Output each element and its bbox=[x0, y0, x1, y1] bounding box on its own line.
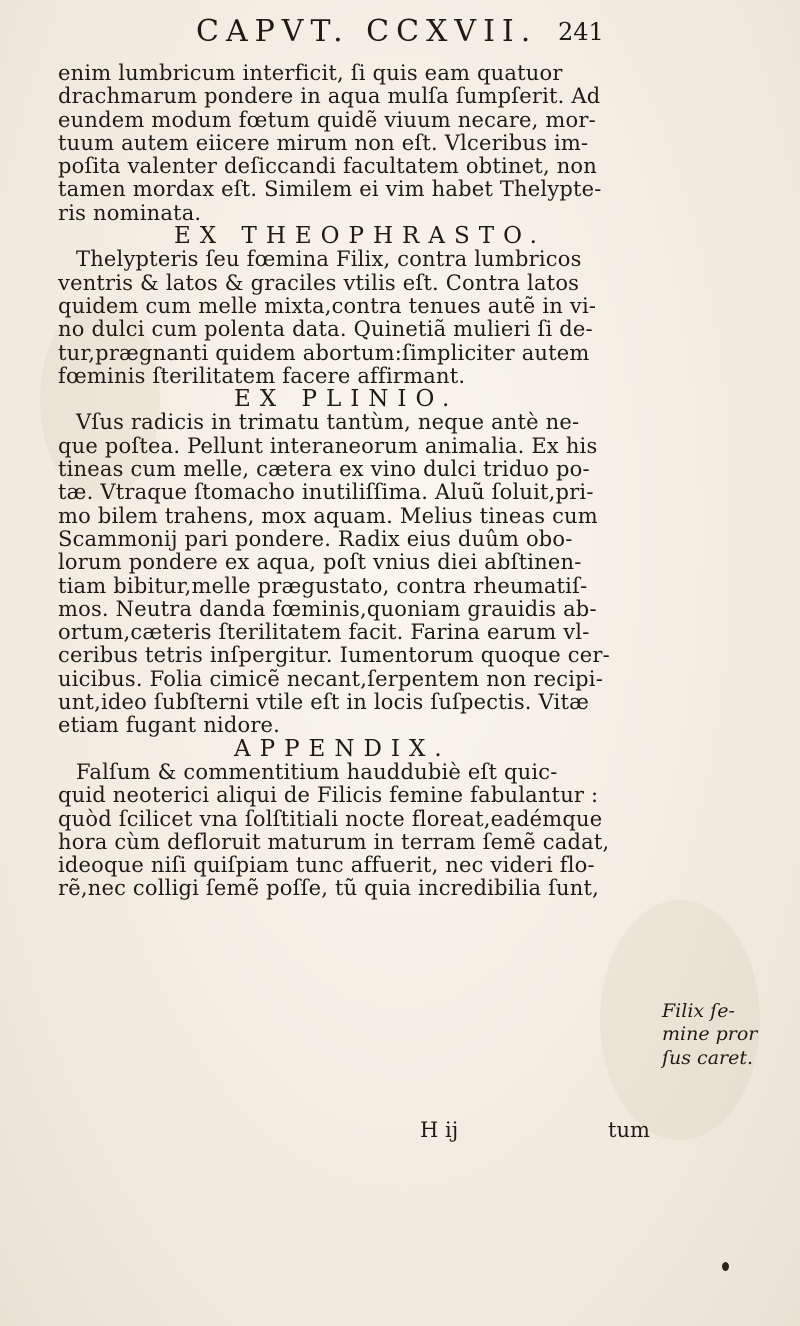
text-line: unt,ideo ſubſterni vtile eſt in locis ſuſpectis. Vitæ bbox=[58, 690, 590, 715]
text-line: tur,prægnanti quidem abortum:ſimpliciter autem bbox=[58, 340, 590, 365]
text-line: tineas cum melle, cætera ex vino dulci triduo po- bbox=[58, 457, 590, 482]
text-line: quid neoterici aliqui de Filicis femine fabulantur : bbox=[58, 783, 599, 808]
opening-paragraph bbox=[58, 62, 658, 225]
text-line: que poſtea. Pellunt interaneorum animalia. Ex his bbox=[58, 433, 598, 458]
text-line: mos. Neutra danda fœminis,quoniam grauidis ab- bbox=[58, 596, 597, 621]
text-line: hora cùm defloruit maturum in terram ſemẽ cadat, bbox=[58, 829, 610, 854]
ink-blot bbox=[722, 1262, 729, 1271]
page-number: 241 bbox=[558, 18, 604, 46]
marginal-note bbox=[662, 1000, 792, 1070]
text-line: ris nominata. bbox=[58, 200, 202, 225]
appendix-paragraph bbox=[58, 761, 658, 901]
text-line: tamen mordax eſt. Similem ei vim habet Thelypte- bbox=[58, 177, 602, 202]
catchword: tum bbox=[608, 1118, 650, 1142]
text-line: tiam bibitur,melle prægustato, contra rheumatiſ- bbox=[58, 573, 588, 598]
text-line: quidem cum melle mixta,contra tenues autẽ in vi- bbox=[58, 293, 597, 318]
text-line: lorum pondere ex aqua, poſt vnius diei abſtinen- bbox=[58, 550, 582, 575]
text-line: etiam fugant nidore. bbox=[58, 713, 281, 738]
text-line: tæ. Vtraque ſtomacho inutiliſſima. Aluũ ſoluit,pri- bbox=[58, 480, 594, 505]
text-line: eundem modum fœtum quidẽ viuum necare, mor- bbox=[58, 107, 596, 132]
signature-mark: H ij bbox=[420, 1118, 459, 1142]
text-line: poſita valenter deſiccandi facultatem obtinet, non bbox=[58, 154, 597, 179]
theophrastus-paragraph bbox=[58, 248, 658, 388]
margin-note-line: Filix ſe- bbox=[662, 1000, 735, 1022]
margin-note-line: mine pror bbox=[662, 1023, 758, 1046]
running-head bbox=[0, 14, 800, 54]
section-heading-pliny: EX PLINIO. bbox=[234, 386, 459, 413]
text-line: Thelypteris ſeu fœmina Filix, contra lumbricos bbox=[76, 247, 582, 272]
text-line: mo bilem trahens, mox aquam. Melius tineas cum bbox=[58, 503, 598, 528]
text-line: rẽ,nec colligi ſemẽ poſſe, tũ quia incredibilia ſunt, bbox=[58, 876, 600, 901]
text-line: Scammonij pari pondere. Radix eius duûm obo- bbox=[58, 526, 573, 551]
text-line: ceribus tetris inſpergitur. Iumentorum quoque cer- bbox=[58, 643, 610, 668]
text-line: ideoque niſi quiſpiam tunc affuerit, nec videri flo- bbox=[58, 853, 595, 878]
text-line: enim lumbricum interficit, ſi quis eam quatuor bbox=[58, 61, 563, 85]
main-text bbox=[58, 62, 658, 901]
pliny-paragraph bbox=[58, 411, 658, 737]
text-line: drachmarum pondere in aqua mulſa ſumpſerit. Ad bbox=[58, 84, 601, 109]
chapter-heading: CAPVT. CCXVII. bbox=[196, 14, 538, 49]
text-line: quòd ſcilicet vna ſolſtitiali nocte floreat,eadémque bbox=[58, 806, 603, 831]
text-line: ortum,cæteris ſterilitatem facit. Farina earum vl- bbox=[58, 620, 590, 645]
text-line: ventris & latos & graciles vtilis eſt. Contra latos bbox=[58, 270, 580, 295]
margin-note-line: ſus caret. bbox=[662, 1046, 754, 1069]
section-heading-appendix: APPENDIX. bbox=[234, 735, 451, 762]
text-line: Falſum & commentitium hauddubiè eſt quic- bbox=[76, 759, 558, 784]
text-line: tuum autem eiicere mirum non eſt. Vlceribus im- bbox=[58, 130, 589, 155]
text-line: no dulci cum polenta data. Quinetiã mulieri ſi de- bbox=[58, 317, 593, 342]
text-line: uicibus. Folia cimicẽ necant,ſerpentem non recipi- bbox=[58, 666, 604, 691]
section-heading-theophrastus: EX THEOPHRASTO. bbox=[174, 223, 546, 250]
text-line: fœminis ſterilitatem facere affirmant. bbox=[58, 363, 466, 388]
text-line: Vſus radicis in trimatu tantùm, neque antè ne- bbox=[76, 410, 580, 435]
